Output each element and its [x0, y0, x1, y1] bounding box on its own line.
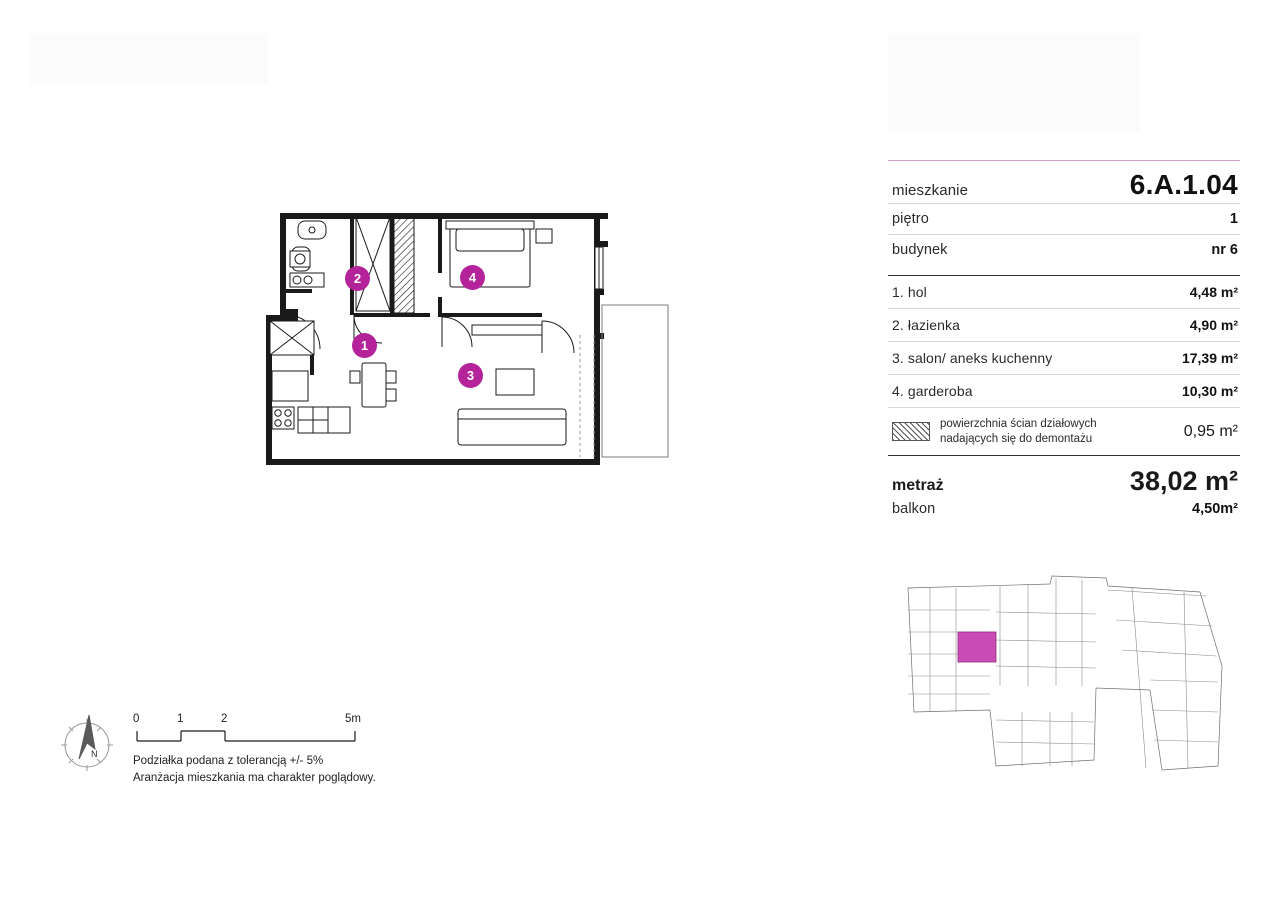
room-row-1	[888, 276, 1240, 308]
partition-text-line1: powierzchnia ścian działowych	[940, 418, 1097, 430]
room-marker-4: 4	[460, 265, 485, 290]
scale-tick-labels	[133, 713, 433, 727]
balcony-label: balkon	[892, 501, 936, 518]
apartment-label: mieszkanie	[892, 182, 969, 199]
total-area-row	[888, 456, 1240, 497]
note-line-1: Podziałka podana z tolerancją +/- 5%	[133, 755, 324, 767]
partition-wall-row	[888, 408, 1240, 455]
brand-logo-left	[30, 33, 268, 85]
svg-text:N: N	[91, 749, 98, 759]
disclaimer-notes	[133, 753, 376, 786]
scale-tick-2: 2	[221, 713, 228, 725]
scale-tick-5m: 5m	[345, 713, 361, 725]
building-key-plan	[900, 570, 1230, 780]
room-name-4: 4. garderoba	[892, 383, 973, 399]
highlighted-apartment	[958, 632, 996, 662]
room-area-2: 4,90 m²	[1189, 317, 1238, 333]
building-row	[888, 235, 1240, 265]
room-row-4	[888, 375, 1240, 407]
apartment-code: 6.A.1.04	[1129, 169, 1238, 200]
partition-area: 0,95 m²	[1183, 422, 1238, 440]
floor-value: 1	[1229, 211, 1238, 227]
scale-and-notes	[55, 705, 475, 805]
room-marker-1: 1	[352, 333, 377, 358]
scale-tick-1: 1	[177, 713, 184, 725]
floor-row	[888, 204, 1240, 234]
room-marker-2: 2	[345, 266, 370, 291]
building-label: budynek	[892, 242, 948, 258]
hatch-pattern-icon	[892, 422, 930, 441]
room-area-3: 17,39 m²	[1181, 350, 1238, 366]
floor-label: piętro	[892, 211, 929, 227]
apartment-info-panel	[888, 160, 1240, 521]
room-area-4: 10,30 m²	[1181, 383, 1238, 399]
floor-plan-drawing	[250, 185, 720, 505]
partition-text-line2: nadających się do demontażu	[940, 432, 1093, 445]
apartment-code-row	[888, 161, 1240, 203]
room-row-3	[888, 342, 1240, 374]
brand-logo-right	[888, 33, 1140, 133]
total-area-value: 38,02 m²	[1129, 466, 1238, 497]
key-plan-drawing	[900, 570, 1230, 780]
floor-plan	[250, 185, 720, 505]
building-value: nr 6	[1211, 242, 1238, 258]
room-row-2	[888, 309, 1240, 341]
room-area-1: 4,48 m²	[1189, 284, 1238, 300]
balcony-value: 4,50m²	[1192, 501, 1238, 518]
scale-tick-0: 0	[133, 713, 140, 725]
room-name-2: 2. łazienka	[892, 317, 961, 333]
room-name-3: 3. salon/ aneks kuchenny	[892, 350, 1053, 366]
room-name-1: 1. hol	[892, 284, 927, 300]
total-area-label: metraż	[892, 477, 944, 495]
balcony-row	[888, 497, 1240, 521]
north-arrow-icon	[61, 715, 113, 771]
note-line-2: Aranżacja mieszkania ma charakter poglądowy.	[133, 771, 376, 784]
room-marker-3: 3	[458, 363, 483, 388]
